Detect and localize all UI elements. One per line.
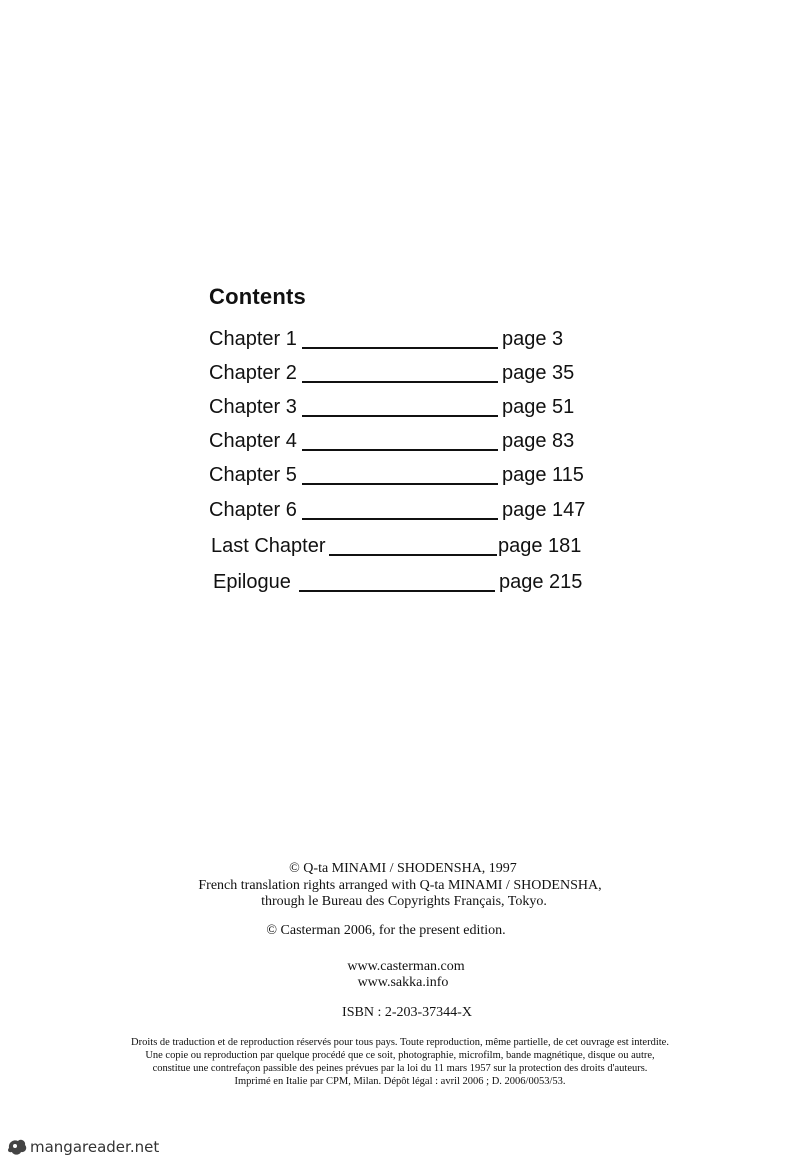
- toc-leader-line: [302, 415, 498, 417]
- toc-entry-page: page 215: [499, 571, 583, 593]
- watermark: [6, 1136, 159, 1158]
- toc-entry-label: Chapter 4: [209, 430, 297, 452]
- toc-leader-line: [299, 590, 495, 592]
- website-casterman: www.casterman.com: [347, 959, 465, 974]
- toc-entry-label: Chapter 2: [209, 362, 297, 384]
- toc-entry-page: page 51: [502, 396, 575, 418]
- toc-entry-label: Chapter 5: [209, 464, 297, 486]
- toc-entry-page: page 3: [502, 328, 564, 350]
- toc-leader-line: [302, 518, 498, 520]
- toc-entry-page: page 147: [502, 499, 586, 521]
- splash-icon: [6, 1136, 28, 1158]
- toc-leader-line: [302, 449, 498, 451]
- toc-entry-page: page 83: [502, 430, 575, 452]
- toc-entry-page: page 35: [502, 362, 575, 384]
- toc-entry-label: Last Chapter: [211, 535, 326, 557]
- toc-entry-label: Chapter 3: [209, 396, 297, 418]
- website-sakka: www.sakka.info: [357, 975, 449, 990]
- toc-entry-page: page 181: [498, 535, 582, 557]
- toc-entry-label: Epilogue: [213, 571, 291, 593]
- copyright-original: © Q-ta MINAMI / SHODENSHA, 1997: [289, 861, 517, 876]
- legal-line: Imprimé en Italie par CPM, Milan. Dépôt légal : avril 2006 ; D. 2006/0053/53.: [234, 1076, 566, 1087]
- isbn: ISBN : 2-203-37344-X: [342, 1005, 472, 1020]
- watermark-text: mangareader.net: [30, 1138, 160, 1156]
- copyright-edition: © Casterman 2006, for the present edition.: [266, 923, 506, 938]
- translation-rights-line-2: through le Bureau des Copyrights Français, Tokyo.: [261, 894, 547, 909]
- translation-rights-line-1: French translation rights arranged with Q-ta MINAMI / SHODENSHA,: [198, 878, 602, 893]
- toc-title: Contents: [209, 284, 306, 309]
- toc-entry-label: Chapter 6: [209, 499, 297, 521]
- toc-entry-page: page 115: [502, 464, 584, 486]
- toc-leader-line: [302, 483, 498, 485]
- legal-notice: [0, 1036, 800, 1088]
- toc-leader-line: [302, 381, 498, 383]
- legal-line: Une copie ou reproduction par quelque procédé que ce soit, photographie, microfilm, bande magnétique, disque ou autre,: [145, 1050, 655, 1061]
- toc-leader-line: [329, 554, 497, 556]
- toc-entry-label: Chapter 1: [209, 328, 297, 350]
- legal-line: Droits de traduction et de reproduction réservés pour tous pays. Toute reproduction, même partielle, de cet ouvrage est interdite.: [131, 1037, 669, 1048]
- toc-leader-line: [302, 347, 498, 349]
- legal-line: constitue une contrefaçon passible des peines prévues par la loi du 11 mars 1957 sur la protection des droits d'auteurs.: [152, 1063, 648, 1074]
